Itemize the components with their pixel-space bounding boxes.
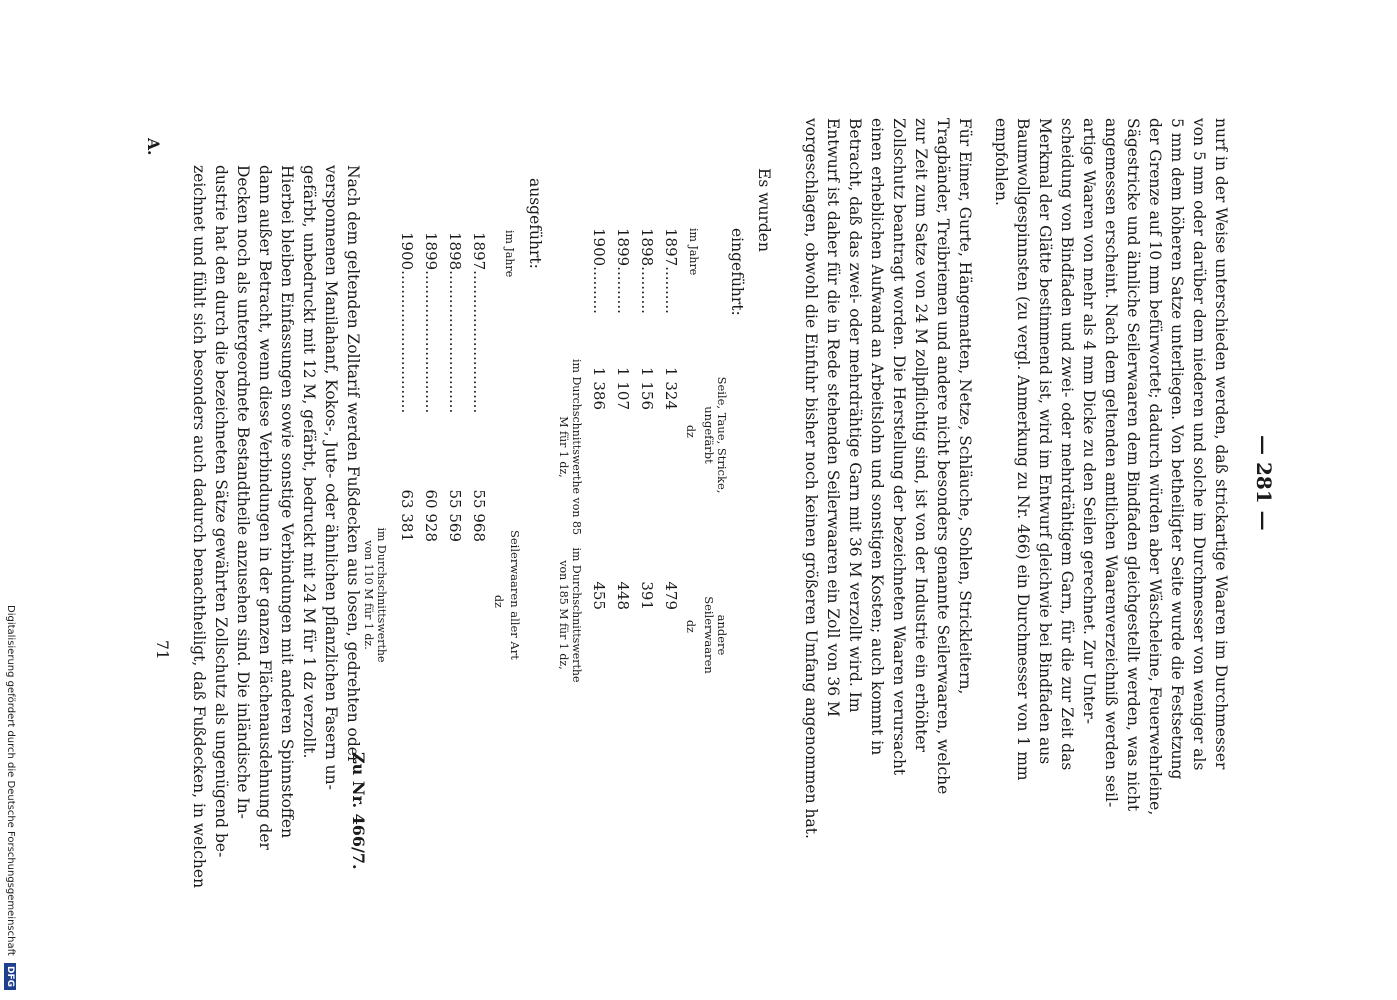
export-im-jahre: im Jahre bbox=[503, 230, 516, 278]
paragraph-line: artige Waaren von mehr als 4 mm Dicke zu den Seilen gerechnet. Zur Unter- bbox=[1080, 118, 1098, 724]
paragraph-line: empfohlen. bbox=[992, 118, 1010, 206]
export-year: 1899.............................. bbox=[422, 232, 440, 414]
import-row bbox=[586, 228, 610, 610]
export-value: 55 569 bbox=[446, 489, 464, 542]
import-value-other: 479 bbox=[662, 581, 680, 610]
paragraph-line: der Grenze auf 10 mm befürwortet; dadurch würden aber Wäscheleine, Feuerwehrleine, bbox=[1146, 118, 1164, 816]
import-value-other: 448 bbox=[614, 581, 632, 610]
digitization-note bbox=[4, 605, 16, 990]
dfg-logo-icon: DFG bbox=[4, 963, 16, 990]
export-value: 63 381 bbox=[398, 489, 416, 542]
paragraph-line: Decken noch als untergeordnete Bestandtheile anzusehen sind. Die inländische In- bbox=[234, 165, 252, 819]
digitization-text: Digitalisierung gefördert durch die Deutsche Forschungsgemeinschaft bbox=[5, 605, 16, 956]
export-value: 60 928 bbox=[422, 489, 440, 542]
paragraph-line: Zollschutz beantragt worden. Die Herstellung der bezeichneten Waaren verursacht bbox=[890, 118, 908, 776]
export-year: 1900.............................. bbox=[398, 232, 416, 414]
import-value-other: 391 bbox=[638, 581, 656, 610]
ausgefuehrt-label: ausgeführt: bbox=[526, 178, 544, 269]
paragraph-line: Tragbänder, Treibriemen und andere nicht besonders genannte Seilerwaaren, welche bbox=[934, 118, 952, 795]
import-table bbox=[586, 228, 682, 610]
paragraph-line: Hierbei bleiben Einfassungen sowie sonstige Verbindungen mit anderen Spinnstoffen bbox=[278, 165, 296, 839]
export-row bbox=[442, 232, 466, 542]
paragraph-line: zur Zeit zum Satze von 24 M zollpflichtig sind, ist von der Industrie ein erhöhter bbox=[912, 118, 930, 753]
es-wurden-label: Es wurden bbox=[755, 168, 773, 252]
import-average-1: im Durchschnittswerthe von 85 M für 1 dz, bbox=[557, 359, 583, 535]
im-jahre-label: im Jahre bbox=[687, 228, 700, 276]
import-value-ropes: 1 324 bbox=[662, 367, 680, 410]
paragraph-1 bbox=[990, 118, 1232, 815]
footer-number: 71 bbox=[153, 640, 171, 660]
paragraph-2 bbox=[800, 118, 976, 839]
paragraph-line: Merkmal der Glätte bestimmend ist, wird im Entwurf gleichwie bei Bindfaden aus bbox=[1036, 118, 1054, 765]
export-row bbox=[394, 232, 418, 542]
import-year: 1897.......... bbox=[662, 228, 680, 314]
import-header-ropes: Seile, Taue, Stricke, ungefärbt bbox=[702, 376, 729, 494]
export-header: Seilerwaaren aller Art bbox=[508, 530, 522, 660]
export-year: 1898.............................. bbox=[446, 232, 464, 414]
import-year: 1900.......... bbox=[590, 228, 608, 314]
paragraph-line: Entwurf ist daher für die in Rede stehenden Seilerwaaren ein Zoll von 36 M bbox=[824, 118, 842, 717]
paragraph-line: dustrie hat den durch die bezeichneten Sätze gewährten Zollschutz als ungenügend be- bbox=[212, 165, 230, 858]
export-average: im Durchschnittswerthe von 110 M für 1 dz. bbox=[362, 527, 388, 663]
eingefuehrt-label: eingeführt: bbox=[728, 228, 746, 316]
paragraph-line: von 5 mm oder darüber dem niederen und solche im Durchmesser von weniger als bbox=[1190, 118, 1208, 771]
import-value-ropes: 1 107 bbox=[614, 367, 632, 410]
import-average-2: im Durchschnittswerthe von 185 M für 1 dz, bbox=[557, 547, 583, 683]
import-row bbox=[634, 228, 658, 610]
import-header-other: andere Seilerwaaren bbox=[702, 596, 729, 674]
paragraph-line: einen erheblichen Aufwand an Arbeitslohn und sonstigen Kosten; auch kommt in bbox=[868, 118, 886, 756]
export-value: 55 968 bbox=[470, 489, 488, 542]
import-year: 1898.......... bbox=[638, 228, 656, 314]
export-row bbox=[418, 232, 442, 542]
import-value-ropes: 1 386 bbox=[590, 367, 608, 410]
paragraph-line: versponnenen Manilahanf, Kokos-, Jute- oder ähnlichen pflanzlichen Fasern un- bbox=[322, 165, 340, 790]
export-unit: dz bbox=[492, 595, 505, 608]
paragraph-line: Betracht, daß das zwei- oder mehrdrähtige Garn mit 36 M verzollt wird. Im bbox=[846, 118, 864, 713]
paragraph-line: scheidung von Bindfaden und zwei- oder mehrdrähtigem Garn, für die zur Zeit das bbox=[1058, 118, 1076, 771]
paragraph-line: gefärbt, unbedruckt mit 12 M, gefärbt, bedruckt mit 24 M für 1 dz verzollt. bbox=[300, 165, 318, 759]
paragraph-line: Baumwollgespinnsten (zu vergl. Anmerkung zu Nr. 466) ein Durchmesser von 1 mm bbox=[1014, 118, 1032, 781]
paragraph-line: Nach dem geltenden Zolltarif werden Fußdecken aus losen, gedrehten oder bbox=[344, 165, 362, 764]
paragraph-line: dann außer Betracht, wenn diese Verbindungen in der ganzen Flächenausdehnung der bbox=[256, 165, 274, 850]
import-value-other: 455 bbox=[590, 581, 608, 610]
paragraph-line: angemessen erscheint. Nach dem geltenden amtlichen Waarenverzeichniß werden seil- bbox=[1102, 118, 1120, 808]
margin-note: Zu Nr. 466/7. bbox=[349, 752, 368, 870]
paragraph-line: zeichnet und fühlt sich besonders auch dadurch benachtheiligt, daß Fußdecken, in welchen bbox=[190, 165, 208, 889]
export-year: 1897.............................. bbox=[470, 232, 488, 414]
page-number: — 281 — bbox=[1252, 435, 1276, 531]
paragraph-line: nurf in der Weise unterschieden werden, daß strickartige Waaren im Durchmesser bbox=[1212, 118, 1230, 770]
import-year: 1899.......... bbox=[614, 228, 632, 314]
import-row bbox=[610, 228, 634, 610]
import-row bbox=[658, 228, 682, 610]
import-unit-1: dz bbox=[684, 425, 697, 438]
footer-letter: A. bbox=[144, 138, 163, 156]
import-value-ropes: 1 156 bbox=[638, 367, 656, 410]
paragraph-line: Für Eimer, Gurte, Hängematten, Netze, Schläuche, Sohlen, Strickleitern, bbox=[956, 118, 974, 695]
paragraph-line: Sägestricke und ähnliche Seilerwaaren dem Bindfaden gleichgestellt werden, was nicht bbox=[1124, 118, 1142, 812]
paragraph-line: 5 mm dem höheren Satze unterliegen. Von betheiligter Seite wurde die Festsetzung bbox=[1168, 118, 1186, 780]
export-table bbox=[394, 232, 490, 542]
export-row bbox=[466, 232, 490, 542]
paragraph-3 bbox=[188, 165, 364, 888]
paragraph-line: vorgeschlagen, obwohl die Einfuhr bisher noch keinen größeren Umfang angenommen hat. bbox=[802, 118, 820, 839]
import-unit-2: dz bbox=[684, 620, 697, 633]
